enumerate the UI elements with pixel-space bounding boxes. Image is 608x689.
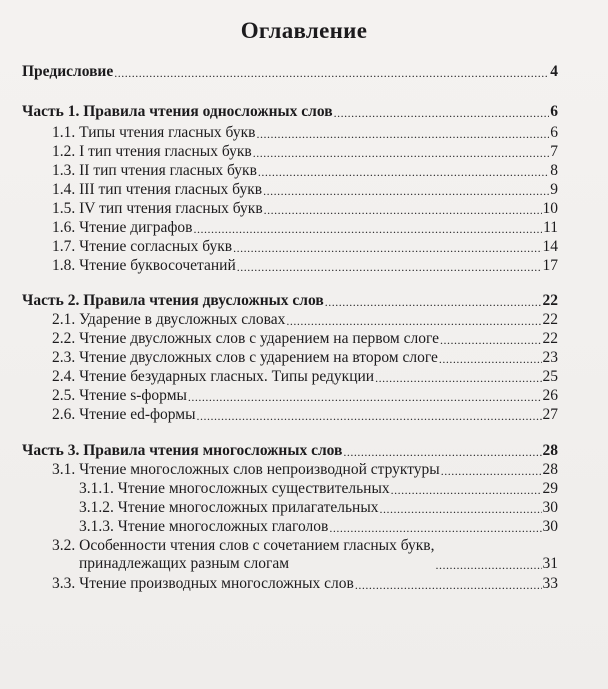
toc-entry-page: 30	[542, 499, 558, 516]
toc-entry-label: 1.5. IV тип чтения гласных букв	[52, 200, 263, 217]
toc-entry-page: 31	[542, 555, 558, 572]
toc-entry-page: 7	[550, 143, 558, 160]
toc-entry-page: 11	[543, 219, 558, 236]
toc-entry-2-2[interactable]	[22, 330, 558, 348]
toc-entry-page: 25	[542, 368, 558, 385]
leader-dots	[440, 332, 541, 348]
leader-dots	[355, 577, 542, 593]
toc-entry-label: Часть 1. Правила чтения односложных слов	[22, 103, 333, 120]
toc-entry-part-1[interactable]	[22, 103, 558, 121]
toc-entry-3-1-3[interactable]	[22, 518, 558, 536]
leader-dots	[286, 313, 541, 329]
toc-entry-3-2[interactable]	[22, 537, 558, 573]
leader-dots	[253, 145, 550, 161]
toc-entry-page: 33	[542, 575, 558, 592]
toc-entry-1-2[interactable]	[22, 143, 558, 161]
toc-entry-3-3[interactable]	[22, 575, 558, 593]
toc-entry-page: 6	[550, 103, 558, 120]
toc-entry-label: 3.1.3. Чтение многосложных глаголов	[79, 518, 329, 535]
toc-entry-2-4[interactable]	[22, 368, 558, 386]
toc-entry-page: 22	[542, 311, 558, 328]
toc-entry-label: 1.6. Чтение диграфов	[52, 219, 193, 236]
toc-entry-3-1[interactable]	[22, 461, 558, 479]
toc-entry-page: 17	[542, 257, 558, 274]
toc-entry-label: 3.2. Особенности чтения слов с сочетанием гласных букв,	[52, 537, 435, 554]
leader-dots	[256, 126, 549, 142]
leader-dots	[329, 520, 541, 536]
toc-entry-label: 3.3. Чтение производных многосложных слов	[52, 575, 354, 592]
leader-dots	[343, 444, 541, 460]
toc-entry-1-3[interactable]	[22, 162, 558, 180]
toc-entry-part-2[interactable]	[22, 292, 558, 310]
toc-entry-2-6[interactable]	[22, 406, 558, 424]
leader-dots	[237, 259, 542, 275]
leader-dots	[193, 221, 542, 237]
toc-entry-page: 28	[542, 461, 558, 478]
toc-entry-3-1-2[interactable]	[22, 499, 558, 517]
page-title: Оглавление	[240, 18, 368, 43]
leader-dots	[258, 164, 549, 180]
toc-entry-1-8[interactable]	[22, 257, 558, 275]
leader-dots	[264, 202, 542, 218]
toc-entry-label: 2.5. Чтение s-формы	[52, 387, 187, 404]
leader-dots	[439, 351, 542, 367]
toc-entry-page: 8	[550, 162, 558, 179]
toc-entry-label: 1.1. Типы чтения гласных букв	[52, 124, 256, 141]
toc-entry-1-5[interactable]	[22, 200, 558, 218]
toc-entry-preface[interactable]	[22, 63, 558, 81]
toc-entry-label: 1.4. III тип чтения гласных букв	[52, 181, 263, 198]
leader-dots	[380, 501, 542, 517]
toc-entry-label: 1.3. II тип чтения гласных букв	[52, 162, 257, 179]
toc-entry-page: 23	[542, 349, 558, 366]
leader-dots	[263, 183, 549, 199]
toc-entry-page: 10	[542, 200, 558, 217]
toc-entry-page: 9	[550, 181, 558, 198]
leader-dots	[114, 65, 549, 81]
toc-entry-label: 1.7. Чтение согласных букв	[52, 238, 233, 255]
toc-entry-label: 1.2. I тип чтения гласных букв	[52, 143, 252, 160]
toc-entry-label: 2.1. Ударение в двусложных словах	[52, 311, 286, 328]
toc-entry-page: 26	[542, 387, 558, 404]
toc-entry-page: 28	[542, 442, 558, 459]
toc-entry-2-5[interactable]	[22, 387, 558, 405]
toc-entry-1-4[interactable]	[22, 181, 558, 199]
toc-entry-label: 3.1. Чтение многосложных слов непроизводной структуры	[52, 461, 440, 478]
leader-dots	[197, 408, 542, 424]
toc-entry-label: Часть 3. Правила чтения многосложных слов	[22, 442, 343, 459]
toc-entry-page: 30	[542, 518, 558, 535]
toc-entry-3-1-1[interactable]	[22, 480, 558, 498]
leader-dots	[188, 389, 542, 405]
toc-entry-label: 2.2. Чтение двусложных слов с ударением на первом слоге	[52, 330, 440, 347]
toc-entry-page: 14	[542, 238, 558, 255]
toc-entry-label: Часть 2. Правила чтения двусложных слов	[22, 292, 324, 309]
toc-entry-label: 1.8. Чтение буквосочетаний	[52, 257, 236, 274]
toc-entry-1-7[interactable]	[22, 238, 558, 256]
toc-entry-part-3[interactable]	[22, 442, 558, 460]
toc-entry-label-block	[52, 537, 434, 573]
leader-dots	[375, 370, 541, 386]
toc-entry-1-1[interactable]	[22, 124, 558, 142]
leader-dots	[435, 557, 541, 573]
leader-dots	[325, 294, 542, 310]
toc-entry-label: 3.1.2. Чтение многосложных прилагательных	[79, 499, 379, 516]
leader-dots	[233, 240, 541, 256]
toc-entry-page: 22	[542, 330, 558, 347]
toc-entry-page: 29	[542, 480, 558, 497]
toc-entry-2-1[interactable]	[22, 311, 558, 329]
toc-entry-page: 22	[542, 292, 558, 309]
toc-entry-label: 2.4. Чтение безударных гласных. Типы редукции	[52, 368, 375, 385]
toc-entry-label: 2.3. Чтение двусложных слов с ударением на втором слоге	[52, 349, 438, 366]
leader-dots	[334, 105, 550, 121]
leader-dots	[441, 463, 542, 479]
toc-entry-label: 2.6. Чтение ed-формы	[52, 406, 196, 423]
toc-entry-label: 3.1.1. Чтение многосложных существительных	[79, 480, 390, 497]
toc-entry-page: 4	[550, 63, 558, 80]
toc-entry-2-3[interactable]	[22, 349, 558, 367]
toc-entry-1-6[interactable]	[22, 219, 558, 237]
toc-entry-page: 27	[542, 406, 558, 423]
toc-entry-label: Предисловие	[22, 63, 114, 80]
toc-entry-label-continued: принадлежащих разным слогам	[79, 555, 290, 572]
toc-entry-page: 6	[550, 124, 558, 141]
leader-dots	[391, 482, 542, 498]
